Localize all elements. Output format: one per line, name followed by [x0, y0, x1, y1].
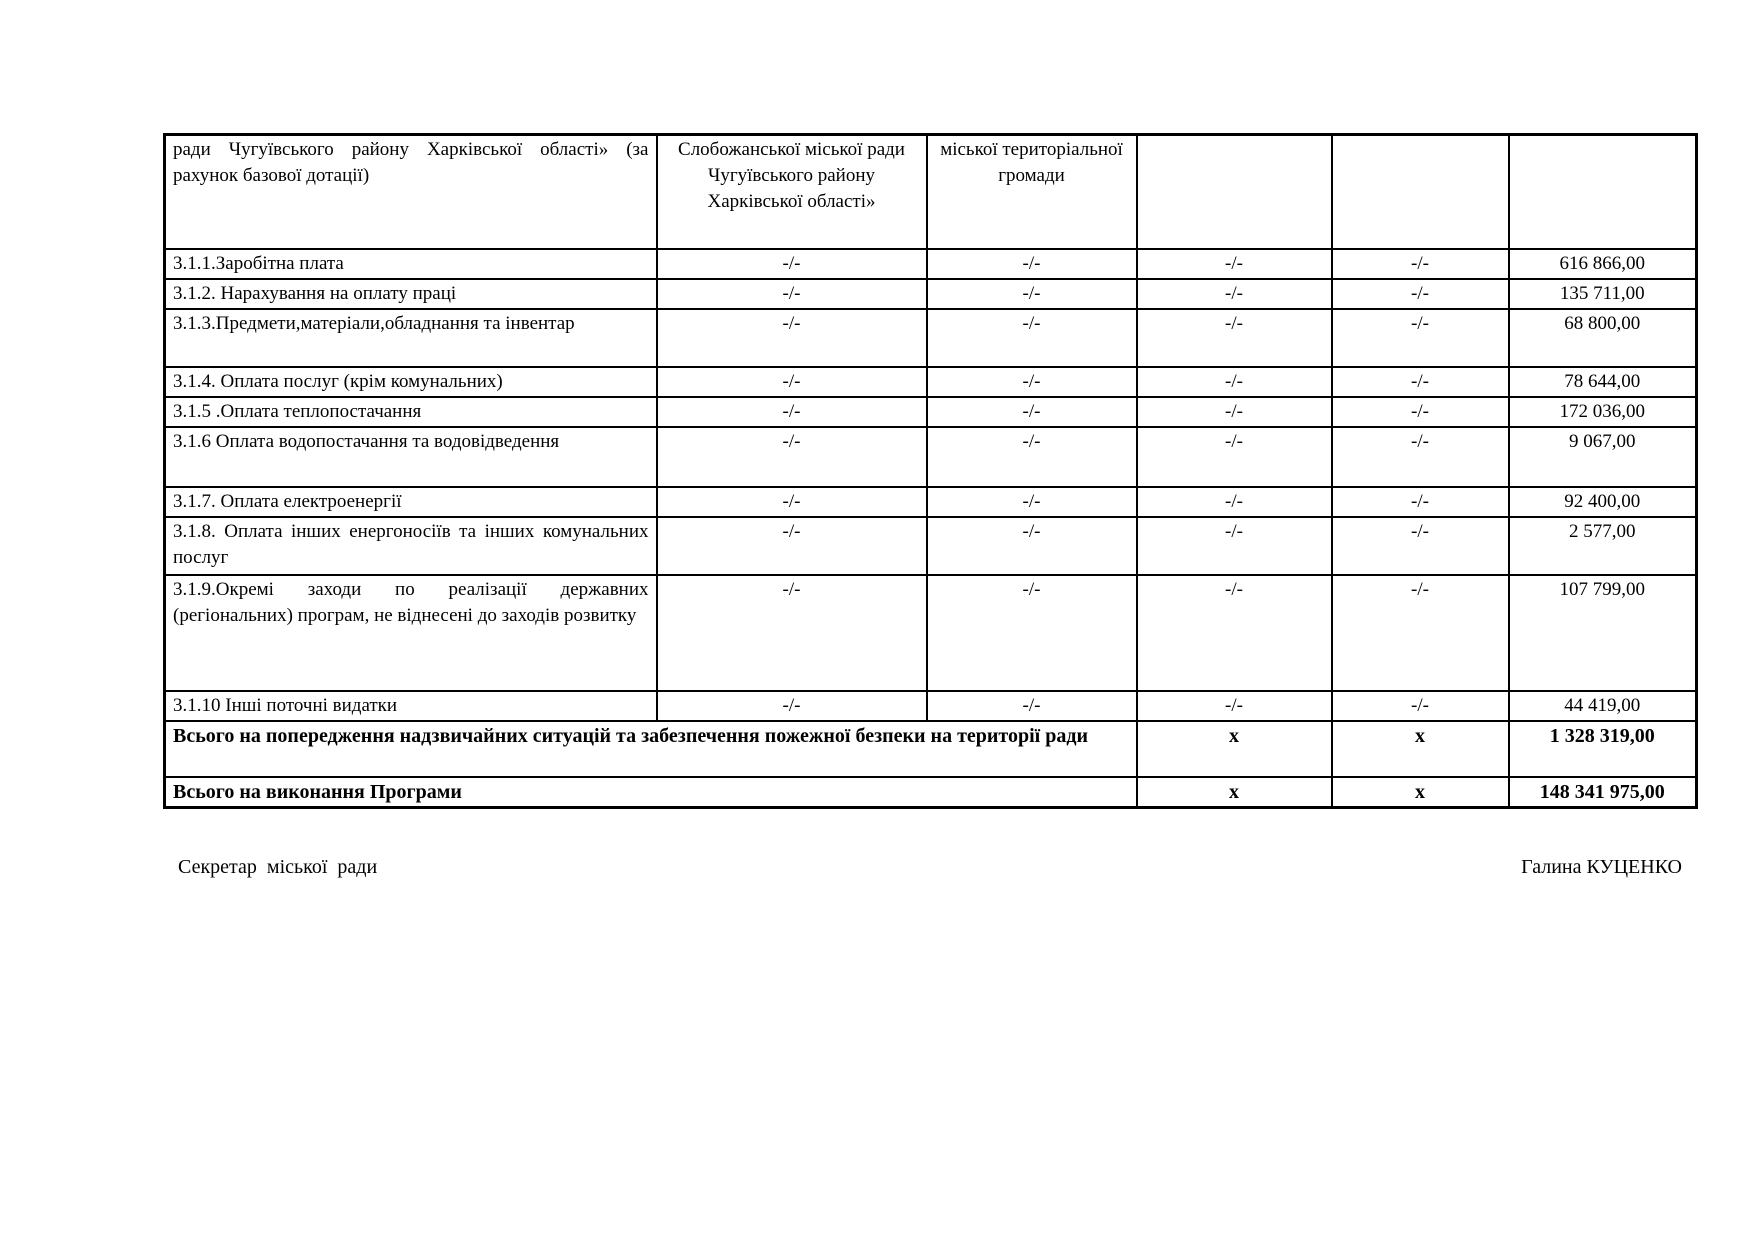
- total-x-1: x: [1137, 777, 1332, 808]
- row-dash-4: -/-: [1332, 427, 1509, 487]
- total-value: 1 328 319,00: [1509, 721, 1697, 777]
- table-row: [165, 691, 1697, 721]
- total-value: 148 341 975,00: [1509, 777, 1697, 808]
- secretary-title: Секретар міської ради: [178, 856, 378, 878]
- row-label: 3.1.6 Оплата водопостачання та водовідведення: [165, 427, 657, 487]
- row-dash-3: -/-: [1137, 397, 1332, 427]
- row-dash-4: -/-: [1332, 367, 1509, 397]
- header-empty-1: [1137, 135, 1332, 250]
- row-label: 3.1.1.Заробітна плата: [165, 249, 657, 279]
- header-empty-2: [1332, 135, 1509, 250]
- table-row: [165, 249, 1697, 279]
- row-value: 135 711,00: [1509, 279, 1697, 309]
- row-dash-2: -/-: [927, 575, 1137, 691]
- row-dash-1: -/-: [657, 691, 927, 721]
- row-value: 78 644,00: [1509, 367, 1697, 397]
- row-value: 44 419,00: [1509, 691, 1697, 721]
- total-row-program: [165, 777, 1697, 808]
- row-dash-3: -/-: [1137, 367, 1332, 397]
- row-label: 3.1.7. Оплата електроенергії: [165, 487, 657, 517]
- table-row: [165, 397, 1697, 427]
- row-dash-2: -/-: [927, 517, 1137, 575]
- row-dash-2: -/-: [927, 487, 1137, 517]
- row-dash-2: -/-: [927, 309, 1137, 367]
- row-dash-3: -/-: [1137, 279, 1332, 309]
- row-dash-1: -/-: [657, 249, 927, 279]
- row-dash-1: -/-: [657, 427, 927, 487]
- table-row: [165, 367, 1697, 397]
- row-label: 3.1.8. Оплата інших енергоносіїв та інших комунальних послуг: [165, 517, 657, 575]
- row-dash-3: -/-: [1137, 309, 1332, 367]
- row-dash-4: -/-: [1332, 249, 1509, 279]
- row-dash-4: -/-: [1332, 487, 1509, 517]
- row-dash-2: -/-: [927, 279, 1137, 309]
- row-dash-2: -/-: [927, 249, 1137, 279]
- total-label: Всього на виконання Програми: [165, 777, 1137, 808]
- row-dash-1: -/-: [657, 279, 927, 309]
- row-dash-4: -/-: [1332, 691, 1509, 721]
- table-row: [165, 279, 1697, 309]
- row-dash-3: -/-: [1137, 249, 1332, 279]
- budget-table: [163, 133, 1698, 809]
- row-dash-4: -/-: [1332, 575, 1509, 691]
- row-dash-4: -/-: [1332, 397, 1509, 427]
- total-x-2: x: [1332, 777, 1509, 808]
- row-value: 107 799,00: [1509, 575, 1697, 691]
- total-row-emergency: [165, 721, 1697, 777]
- table-header-row: [165, 135, 1697, 250]
- row-dash-1: -/-: [657, 487, 927, 517]
- row-dash-4: -/-: [1332, 517, 1509, 575]
- row-dash-3: -/-: [1137, 575, 1332, 691]
- row-label: 3.1.2. Нарахування на оплату праці: [165, 279, 657, 309]
- header-territorial-community: міської територіальної громади: [927, 135, 1137, 250]
- row-dash-1: -/-: [657, 309, 927, 367]
- table-row: [165, 427, 1697, 487]
- row-label: 3.1.5 .Оплата теплопостачання: [165, 397, 657, 427]
- row-dash-3: -/-: [1137, 487, 1332, 517]
- row-dash-1: -/-: [657, 575, 927, 691]
- row-value: 9 067,00: [1509, 427, 1697, 487]
- row-dash-4: -/-: [1332, 279, 1509, 309]
- secretary-name: Галина КУЦЕНКО: [1521, 856, 1682, 878]
- row-dash-1: -/-: [657, 367, 927, 397]
- row-dash-2: -/-: [927, 691, 1137, 721]
- total-x-1: x: [1137, 721, 1332, 777]
- table-row: [165, 487, 1697, 517]
- table-row: [165, 309, 1697, 367]
- row-dash-1: -/-: [657, 397, 927, 427]
- total-x-2: x: [1332, 721, 1509, 777]
- header-funding-source: ради Чугуївського району Харківської області» (за рахунок базової дотації): [165, 135, 657, 250]
- row-label: 3.1.4. Оплата послуг (крім комунальних): [165, 367, 657, 397]
- row-label: 3.1.3.Предмети,матеріали,обладнання та інвентар: [165, 309, 657, 367]
- row-value: 92 400,00: [1509, 487, 1697, 517]
- row-label: 3.1.10 Інші поточні видатки: [165, 691, 657, 721]
- total-label: Всього на попередження надзвичайних ситуацій та забезпечення пожежної безпеки на території ради: [165, 721, 1137, 777]
- row-value: 172 036,00: [1509, 397, 1697, 427]
- row-dash-3: -/-: [1137, 691, 1332, 721]
- row-value: 2 577,00: [1509, 517, 1697, 575]
- row-dash-1: -/-: [657, 517, 927, 575]
- header-empty-3: [1509, 135, 1697, 250]
- row-label: 3.1.9.Окремі заходи по реалізації державних (регіональних) програм, не віднесені до заходів розвитку: [165, 575, 657, 691]
- row-value: 616 866,00: [1509, 249, 1697, 279]
- row-dash-3: -/-: [1137, 517, 1332, 575]
- row-dash-3: -/-: [1137, 427, 1332, 487]
- row-dash-2: -/-: [927, 427, 1137, 487]
- row-dash-4: -/-: [1332, 309, 1509, 367]
- header-city-council: Слобожанської міської ради Чугуївського району Харківської області»: [657, 135, 927, 250]
- table-row: [165, 517, 1697, 575]
- row-dash-2: -/-: [927, 367, 1137, 397]
- table-row: [165, 575, 1697, 691]
- row-value: 68 800,00: [1509, 309, 1697, 367]
- row-dash-2: -/-: [927, 397, 1137, 427]
